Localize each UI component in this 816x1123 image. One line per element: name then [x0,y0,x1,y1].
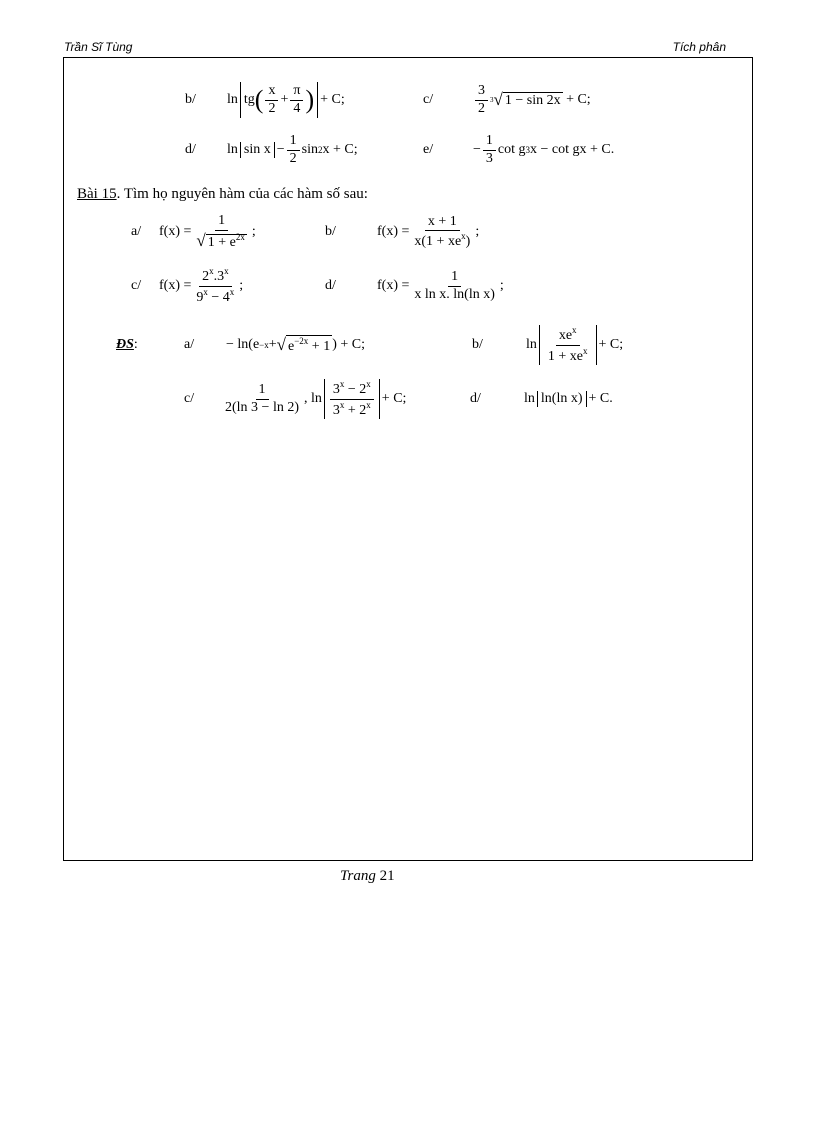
exercise-row-2 [131,267,504,305]
exercise-b-expr: f(x) = $\frac{x + 1}{x(1 + xe^x)}$ ; [377,213,480,250]
prev-row-2 [185,134,614,166]
prev-e-expr: − $\frac{1}{3}$ cot g 3 x − cot gx + C. [473,133,615,166]
answers-a-label: a/ [184,337,195,352]
answers-row-2 [184,379,613,419]
exercise-title: Bài 15 [77,186,117,202]
exercise-d-expr: f(x) = $\frac{1}{\text{x ln x. ln(ln x)}}$ ; [377,269,504,302]
exercise-c-label: c/ [131,278,142,294]
prev-c-expr: $\frac{3}{2}$ 3 √ 1 − sin 2x + C; [473,84,591,116]
answers-b-label: b/ [472,337,483,352]
answers-d-expr: ln ln(ln x) + C. [524,391,613,406]
prev-e-label: e/ [423,142,434,158]
answers-c-label: c/ [184,391,195,406]
answers-a-expr: − ln(e −x + √ $e^{-2x} + 1$ ) + C; [226,335,365,354]
footer-number: 21 [379,868,395,884]
footer-word: Trang [340,868,376,884]
prev-b-expr: ln tg ( $\frac{x}{2}$ + $\frac{\pi}{4}$ ) + C; [227,82,423,118]
header-author: Trần Sĩ Tùng [64,40,133,54]
answers-label: ĐS [116,337,134,352]
answers-d-label: d/ [470,391,481,406]
prev-b-label: b/ [185,92,196,107]
exercise-row-1 [131,214,479,250]
exercise-b-label: b/ [325,224,336,240]
answers-label-wrap: ĐS: [116,337,138,352]
exercise-a-expr: f(x) = $\frac{1}{√ 1 + e^{2x}}$ ; [159,213,256,250]
prev-row-1 [185,82,591,118]
prev-d-expr: ln sin x − $\frac{1}{2}$ sin 2 x + C; [227,133,358,166]
page-footer [340,868,395,885]
exercise-c-expr: f(x) = $\frac{2^x.3^x}{9^x - 4^x}$ ; [159,266,244,305]
exercise-a-label: a/ [131,224,142,240]
page-frame [63,57,753,861]
answers-row-1 [116,325,623,365]
exercise-d-label: d/ [325,278,336,294]
prev-c-label: c/ [423,92,434,107]
exercise-prompt: . Tìm họ nguyên hàm của các hàm số sau: [116,186,368,202]
header-topic: Tích phân [672,40,726,54]
answers-b-expr: ln $\frac{xe^x}{1 + xe^x}$ + C; [526,324,624,364]
prev-d-label: d/ [185,142,196,158]
exercise-heading [77,186,368,203]
answers-c-expr: $\frac{1}{2(\ln 3 - \ln 2)}$ , ln $\frac{3^x - 2^x}{3^x + 2^x}$ + C; [225,378,407,418]
